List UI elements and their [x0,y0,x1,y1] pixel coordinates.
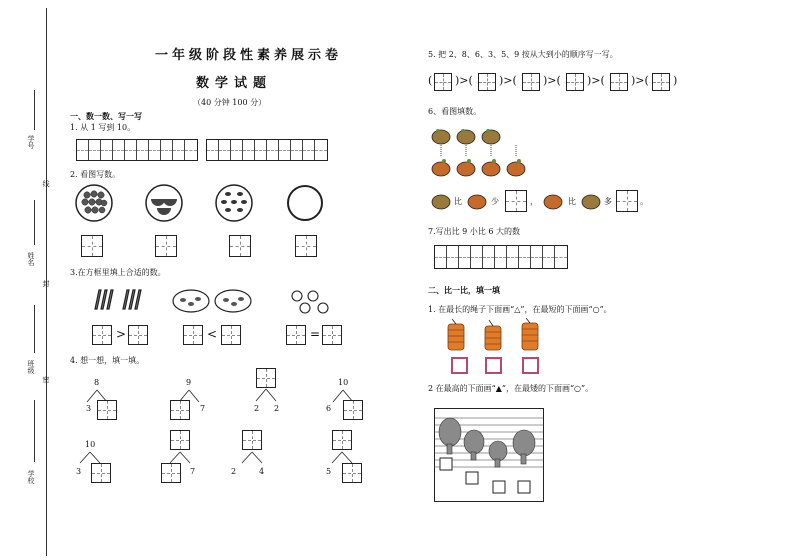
answer-box[interactable] [170,400,190,420]
bond-right-number: 7 [200,404,206,413]
question-6: 6、看图填数。 [428,107,482,116]
margin-label-class: 班级 [27,360,35,374]
animal-icon [430,192,452,210]
subject-title: 数学试题 [196,76,273,91]
question-2: 2. 看图写数。 [70,170,121,179]
exam-title: 一年级阶段性素养展示卷 [155,48,343,63]
answer-box[interactable] [610,73,628,91]
bond-left-number: 5 [326,467,332,476]
answer-box[interactable] [522,73,540,91]
answer-box[interactable] [97,400,117,420]
equals-sign: = [310,327,321,341]
order-separator: )>( [455,74,473,87]
bond-left-number: 3 [76,467,82,476]
bond-top-number: 8 [94,378,100,387]
answer-box[interactable] [505,190,527,212]
answer-box[interactable] [343,400,363,420]
section-heading-2: 二、比一比，填一填 [428,285,500,295]
trees-image [434,408,544,502]
full-stop: 。 [640,197,648,206]
answer-box[interactable] [332,430,352,450]
answer-square[interactable] [522,357,539,374]
writing-grid[interactable] [434,245,568,269]
margin-label-feng: 封 [42,280,50,287]
bond-right-number: 2 [274,404,280,413]
bond-top-number: 10 [85,440,96,449]
exam-meta: （40 分钟 100 分） [193,98,267,107]
order-separator: )>( [543,74,561,87]
question-1: 1. 从 1 写到 10。 [70,123,136,132]
answer-box[interactable] [170,430,190,450]
animal-icon [580,192,602,210]
margin-label-name: 姓名 [27,252,35,266]
answer-box[interactable] [256,368,276,388]
answer-box[interactable] [478,73,496,91]
compare-word: 比 [568,197,576,206]
question-7: 7.写出比 9 小比 6 大的数 [428,227,520,236]
bond-right-number: 4 [259,467,265,476]
margin-label-mi: 密 [42,376,50,383]
bond-left-number: 3 [86,404,92,413]
order-separator: )>( [499,74,517,87]
animal-icon [466,192,488,210]
margin-label-student-id: 学号 [27,135,35,149]
answer-box[interactable] [616,190,638,212]
answer-box[interactable] [652,73,670,91]
answer-box[interactable] [342,463,362,483]
bond-right-number: 7 [190,467,196,476]
answer-box[interactable] [566,73,584,91]
order-separator: )>( [587,74,605,87]
margin-label-school: 学校 [27,470,35,484]
margin-label-xian: 线 [42,180,50,187]
bond-top-number: 10 [338,378,349,387]
animal-icon [542,192,564,210]
answer-box[interactable] [434,73,452,91]
greater-than-sign: > [116,327,127,341]
part2-question-2: 2 在最高的下面画“▲”，在最矮的下面画“○”。 [428,384,594,393]
paren-open: ( [428,74,433,87]
question-5: 5. 把 2、8、6、3、5、9 按从大到小的顺序写一写。 [428,50,618,59]
answer-square[interactable] [485,357,502,374]
bond-top-number: 9 [186,378,192,387]
ropes-image [442,318,550,354]
question-4: 4. 想一想，填一填。 [70,356,145,365]
answer-square[interactable] [451,357,468,374]
animal-picture-image [430,127,540,181]
part2-question-1: 1. 在最长的绳子下面画“△”，在最短的下面画“○”。 [428,305,612,314]
bond-left-number: 2 [254,404,260,413]
compare-word: 少 [491,197,499,206]
answer-box[interactable] [91,463,111,483]
answer-box[interactable] [161,463,181,483]
answer-box[interactable] [242,430,262,450]
order-separator: )>( [631,74,649,87]
section-heading-1: 一、数一数、写一写 [70,111,142,121]
less-than-sign: < [207,327,218,341]
bond-left-number: 6 [326,404,332,413]
paren-close: ) [673,74,678,87]
separator: ， [530,197,538,206]
compare-word: 比 [454,197,462,206]
question-3: 3.在方框里填上合适的数。 [70,268,166,277]
bond-left-number: 2 [231,467,237,476]
compare-word: 多 [604,197,612,206]
